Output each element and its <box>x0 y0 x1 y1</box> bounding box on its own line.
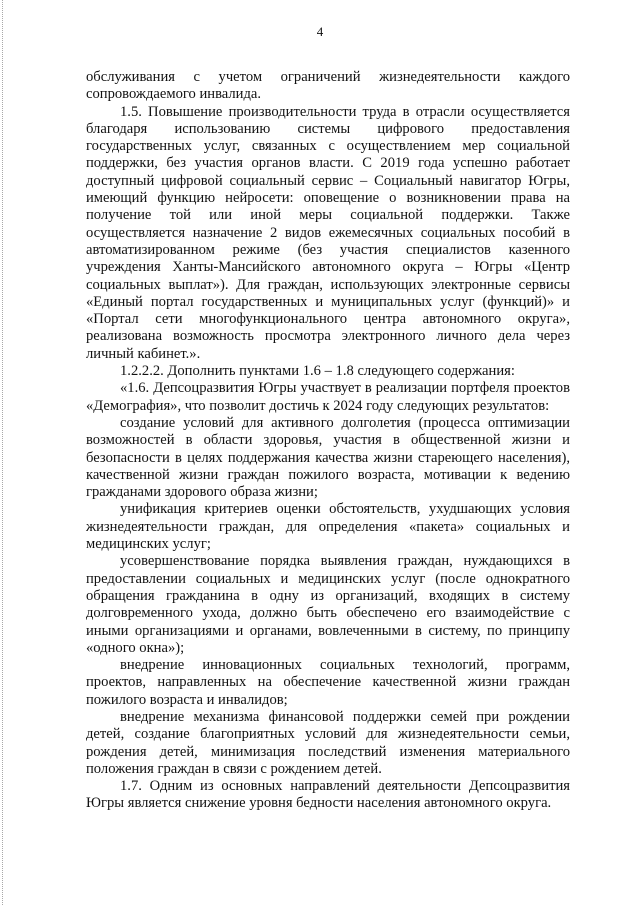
list-item-identification: усовершенствование порядка выявления граждан, нуждающихся в предоставлении социальных и медицинских услуг (после однократного обращения гражданина в одну из организаций, входящих в систему долговременного ухода, должно быть обеспечено его взаимодействие с иными организациями и органами, вовлеченными в систему, по принципу «одного окна»); <box>86 553 570 656</box>
list-item-innovation: внедрение инновационных социальных технологий, программ, проектов, направленных на обеспечение качественной жизни граждан пожилого возраста и инвалидов; <box>86 657 570 708</box>
document-body <box>86 69 570 813</box>
list-item-family-support: внедрение механизма финансовой поддержки семей при рождении детей, создание благоприятных условий для жизнедеятельности семьи, рождения детей, минимизация последствий изменения материального положения граждан в связи с рождением детей. <box>86 708 570 777</box>
paragraph-1-7: 1.7. Одним из основных направлений деятельности Депсоцразвития Югры является снижение уровня бедности населения автономного округа. <box>86 778 570 812</box>
page-number: 4 <box>316 24 324 39</box>
paragraph-1-6: «1.6. Депсоцразвития Югры участвует в реализации портфеля проектов «Демография», что позволит достичь к 2024 году следующих результатов: <box>86 380 570 414</box>
page-edge-marks <box>2 0 4 905</box>
list-item-active-longevity: создание условий для активного долголетия (процесса оптимизации возможностей в области здоровья, участия в общественной жизни и безопасности в целях поддержания качества жизни стареющего населения), качественной жизни граждан пожилого возраста, мотивации к ведению гражданами здорового образа жизни; <box>86 414 570 501</box>
paragraph-continuation: обслуживания с учетом ограничений жизнедеятельности каждого сопровождаемого инвалида. <box>86 69 570 103</box>
paragraph-amendment: 1.2.2.2. Дополнить пунктами 1.6 – 1.8 следующего содержания: <box>120 363 515 380</box>
paragraph-1-5: 1.5. Повышение производительности труда в отрасли осуществляется благодаря использованию системы цифрового предоставления государственных услуг, связанных с осуществлением мер социальной поддержки, без участия органов власти. С 2019 года успешно работает доступный цифровой социальный сервис – Социальный навигатор Югры, имеющий функцию нейросети: оповещение о возникновении права на получение той или иной меры социальной поддержки. Также осуществляется назначение 2 видов ежемесячных социальных пособий в автоматизированном режиме (без участия специалистов казенного учреждения Ханты-Мансийского автономного округа – Югры «Центр социальных выплат»). Для граждан, использующих электронные сервисы «Единый портал государственных и муниципальных услуг (функций)» и «Портал сети многофункционального центра автономного округа», реализована возможность просмотра электронного личного дела через личный кабинет.». <box>86 103 570 362</box>
list-item-unification: унификация критериев оценки обстоятельств, ухудшающих условия жизнедеятельности граждан, для определения «пакета» социальных и медицинских услуг; <box>86 501 570 553</box>
